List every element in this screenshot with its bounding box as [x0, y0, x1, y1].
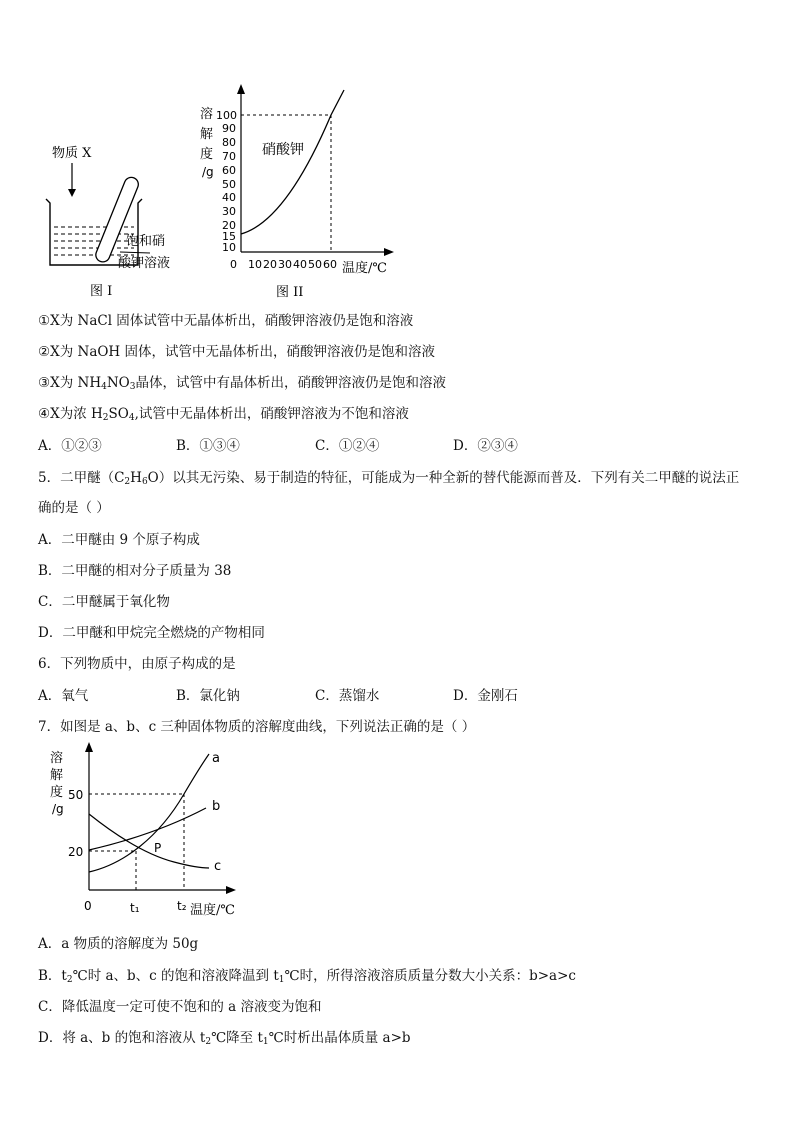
- fig2-xtick-40: 40: [293, 258, 307, 271]
- fig2-xlabel: 温度/℃: [342, 261, 387, 276]
- curve-c-label: c: [214, 859, 222, 874]
- q5-option-d[interactable]: D．二甲醚和甲烷完全燃烧的产物相同: [38, 625, 265, 641]
- q5-option-b[interactable]: B．二甲醚的相对分子质量为 38: [38, 563, 232, 579]
- curve-c: [89, 814, 209, 868]
- q5-stem-line-2: 确的是（ ）: [38, 500, 110, 516]
- q7-option-c[interactable]: C．降低温度一定可使不饱和的 a 溶液变为饱和: [38, 999, 322, 1015]
- q4-option-b[interactable]: B．①③④: [176, 438, 240, 454]
- substance-x-label: 物质 X: [52, 146, 92, 161]
- q7-option-d[interactable]: D．将 a、b 的饱和溶液从 $t_2℃$降至 $t_1℃$时析出晶体质量 a>b: [38, 1030, 411, 1047]
- fig2-ytick-20: 20: [222, 219, 236, 232]
- q5-option-a[interactable]: A．二甲醚由 9 个原子构成: [38, 532, 200, 548]
- q7-stem: 7．如图是 a、b、c 三种固体物质的溶解度曲线，下列说法正确的是（ ）: [38, 719, 476, 735]
- q4-option-a[interactable]: A．①②③: [38, 438, 102, 454]
- curve-a-label: a: [212, 751, 220, 766]
- q7-ylabel-2: 解: [50, 768, 64, 783]
- q4-statement-4: ④X为浓 $H_2SO_4$,试管中无晶体析出，硝酸钾溶液为不饱和溶液: [38, 406, 409, 423]
- fig2-ylabel-3: 度: [200, 147, 214, 162]
- fig2-ytick-30: 30: [222, 205, 236, 218]
- q4-statement-2: ②X为 NaOH 固体，试管中无晶体析出，硝酸钾溶液仍是饱和溶液: [38, 344, 435, 360]
- q7-xtick-t1: t₁: [130, 901, 140, 915]
- solution-label-1: 饱和硝: [126, 234, 166, 249]
- q7-ytick-50: 50: [68, 788, 84, 802]
- q7-ylabel-1: 溶: [50, 751, 64, 766]
- fig2-ytick-50: 50: [222, 178, 236, 191]
- figure-2-solubility-chart: [196, 84, 396, 306]
- fig2-ytick-70: 70: [222, 150, 236, 163]
- fig2-ylabel-1: 溶: [200, 107, 214, 122]
- fig2-ytick-15: 15: [222, 230, 236, 243]
- q6-option-a[interactable]: A．氧气: [38, 688, 89, 704]
- q7-ylabel-3: 度: [50, 785, 64, 800]
- fig2-ytick-40: 40: [222, 191, 236, 204]
- q7-option-a[interactable]: A．a 物质的溶解度为 50g: [38, 936, 199, 952]
- fig2-ylabel-2: 解: [200, 127, 214, 142]
- curve-a: [89, 754, 209, 872]
- figure-1-beaker: [38, 135, 198, 305]
- q7-option-b[interactable]: B．$t_2℃$时 a、b、c 的饱和溶液降温到 $t_1℃$时，所得溶液溶质质量分数大小关系：b>a>c: [38, 968, 576, 985]
- curve-b-label: b: [212, 799, 221, 814]
- q4-statement-3: ③X为 $NH_4NO_3$晶体，试管中有晶体析出，硝酸钾溶液仍是饱和溶液: [38, 375, 446, 392]
- q4-option-c[interactable]: C．①②④: [315, 438, 380, 454]
- q6-option-b[interactable]: B．氯化钠: [176, 688, 240, 704]
- q7-ylabel-4: /g: [52, 802, 64, 816]
- figure-1-caption: 图 I: [90, 284, 113, 299]
- fig2-xtick-20: 20: [263, 258, 277, 271]
- fig2-ylabel-4: /g: [202, 165, 214, 179]
- fig2-xtick-10: 10: [248, 258, 262, 271]
- point-p-label: P: [154, 841, 162, 855]
- q6-option-d[interactable]: D．金刚石: [453, 688, 518, 704]
- q4-statement-1: ①X为 NaCl 固体试管中无晶体析出，硝酸钾溶液仍是饱和溶液: [38, 313, 414, 329]
- q5-option-c[interactable]: C．二甲醚属于氧化物: [38, 594, 170, 610]
- q7-xtick-0: 0: [84, 899, 92, 913]
- q7-solubility-chart: [44, 742, 254, 920]
- figure-2-caption: 图 II: [276, 285, 304, 300]
- q7-ytick-20: 20: [68, 845, 84, 859]
- fig2-xtick-0: 0: [230, 258, 237, 271]
- q6-option-c[interactable]: C．蒸馏水: [315, 688, 380, 704]
- fig2-ytick-80: 80: [222, 136, 236, 149]
- kno3-curve: [241, 90, 344, 234]
- fig2-ytick-100: 100: [216, 109, 237, 122]
- solution-label-2: 酸钾溶液: [118, 256, 171, 271]
- curve-b: [89, 808, 206, 850]
- q7-xtick-t2: t₂: [177, 899, 187, 913]
- fig2-xtick-50: 50: [308, 258, 322, 271]
- q4-option-d[interactable]: D．②③④: [453, 438, 518, 454]
- q6-stem: 6．下列物质中，由原子构成的是: [38, 656, 236, 672]
- fig2-xtick-60: 60: [323, 258, 337, 271]
- kno3-curve-label: 硝酸钾: [262, 142, 304, 158]
- fig2-xtick-30: 30: [278, 258, 292, 271]
- q7-xlabel: 温度/℃: [190, 903, 235, 918]
- fig2-ytick-90: 90: [222, 122, 236, 135]
- q5-stem: 5．二甲醚$(C_2H_6O)$以其无污染、易于制造的特征，可能成为一种全新的替代能源而普及．下列有关二甲醚的说法正: [38, 470, 740, 487]
- fig2-ytick-60: 60: [222, 164, 236, 177]
- fig2-ytick-10: 10: [222, 241, 236, 254]
